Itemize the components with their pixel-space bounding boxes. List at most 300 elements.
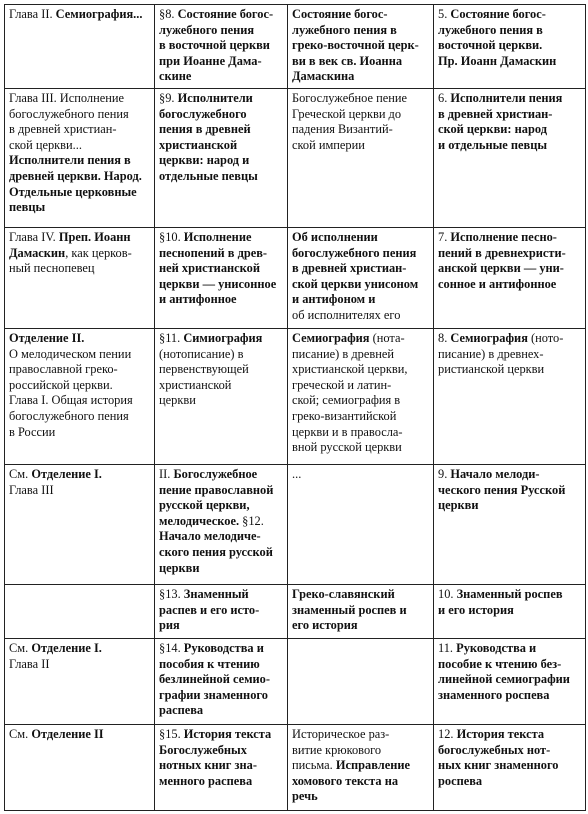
bold-text-run: лужебного пения в bbox=[438, 22, 543, 37]
table-cell-new-paragraph-col bbox=[155, 228, 288, 329]
text-run: Богослужебное пение bbox=[292, 91, 407, 105]
cell-line bbox=[292, 393, 429, 409]
table-cell-new-paragraph-col bbox=[155, 329, 288, 465]
table-cell-old-edition-col bbox=[5, 228, 155, 329]
cell-line bbox=[438, 688, 581, 704]
text-run: христианской bbox=[159, 377, 232, 392]
text-run: первенствующей bbox=[159, 362, 249, 377]
cell-line bbox=[292, 308, 429, 324]
cell-line bbox=[159, 393, 283, 409]
cell-line bbox=[292, 362, 429, 378]
cell-line bbox=[159, 727, 283, 743]
text-run: писание) в древней bbox=[292, 346, 394, 361]
bold-text-run: богослужебного пения bbox=[292, 245, 417, 260]
bold-text-run: роспева bbox=[438, 773, 483, 788]
bold-text-run: христианской bbox=[159, 137, 238, 152]
bold-text-run: богослужебных нот- bbox=[438, 742, 551, 757]
cell-line bbox=[9, 91, 150, 107]
bold-text-run: песнопений в древ- bbox=[159, 245, 268, 260]
cell-line bbox=[292, 587, 429, 603]
cell-line bbox=[159, 672, 283, 688]
bold-text-run: церкви bbox=[438, 498, 479, 513]
text-run: 9. bbox=[438, 467, 451, 481]
cell-line bbox=[159, 292, 283, 308]
table-cell-old-edition-col bbox=[5, 725, 155, 811]
cell-line bbox=[159, 261, 283, 277]
bold-text-run: Руководства и bbox=[183, 641, 264, 655]
bold-text-run: в древней христиан- bbox=[292, 261, 407, 276]
cell-line bbox=[159, 122, 283, 138]
cell-line bbox=[438, 107, 581, 123]
text-run: греко-византийской bbox=[292, 408, 397, 423]
bold-text-run: линейной семиографии bbox=[438, 672, 570, 687]
text-run: 12. bbox=[438, 727, 457, 741]
bold-text-run: распева bbox=[159, 703, 204, 718]
bold-text-run: Отделение II. bbox=[9, 331, 85, 345]
bold-text-run: анской церкви — уни- bbox=[438, 261, 564, 276]
bold-text-run: Состояние богос- bbox=[292, 7, 388, 21]
bold-text-run: Исполнение bbox=[183, 230, 252, 244]
text-run: (нотописание) в bbox=[159, 346, 244, 361]
bold-text-run: лужебного пения bbox=[159, 22, 255, 37]
cell-line bbox=[159, 529, 283, 545]
bold-text-run: Исполнители пения bbox=[450, 91, 563, 105]
cell-line bbox=[292, 54, 429, 70]
text-run: 6. bbox=[438, 91, 451, 105]
table-cell-final-col bbox=[434, 725, 586, 811]
table-cell-comparison-col bbox=[288, 465, 434, 585]
cell-line bbox=[9, 7, 150, 23]
cell-line bbox=[159, 38, 283, 54]
cell-line bbox=[9, 200, 150, 216]
table-cell-comparison-col bbox=[288, 89, 434, 228]
text-run: 5. bbox=[438, 7, 451, 21]
cell-line bbox=[9, 169, 150, 185]
bold-text-run: сонное и антифонное bbox=[438, 276, 557, 291]
cell-line bbox=[438, 727, 581, 743]
table-row bbox=[5, 725, 586, 811]
cell-line bbox=[159, 69, 283, 85]
text-run: греческой и латин- bbox=[292, 377, 392, 392]
text-run: §12. bbox=[242, 513, 264, 528]
bold-text-run: мелодическое. bbox=[159, 513, 243, 528]
text-run: вной русской церкви bbox=[292, 440, 402, 455]
cell-line bbox=[438, 498, 581, 514]
bold-text-run: при Иоанне Дама- bbox=[159, 53, 262, 68]
cell-line bbox=[438, 347, 581, 363]
cell-line bbox=[438, 587, 581, 603]
cell-line bbox=[9, 641, 150, 657]
text-run: Историческое раз- bbox=[292, 727, 390, 741]
cell-line bbox=[292, 425, 429, 441]
bold-text-run: церкви: народ и bbox=[159, 153, 250, 168]
cell-line bbox=[292, 246, 429, 262]
cell-line bbox=[9, 378, 150, 394]
text-run: об исполнителях его bbox=[292, 307, 401, 322]
comparison-table bbox=[4, 4, 586, 811]
text-run: 11. bbox=[438, 641, 457, 655]
cell-line bbox=[159, 758, 283, 774]
bold-text-run: церкви — унисонное bbox=[159, 276, 277, 291]
cell-line bbox=[159, 7, 283, 23]
cell-line bbox=[438, 138, 581, 154]
text-run: (нота- bbox=[372, 331, 405, 345]
text-run: §9. bbox=[159, 91, 178, 105]
cell-line bbox=[9, 261, 150, 277]
bold-text-run: Отдельные церковные bbox=[9, 184, 137, 199]
text-run: церкви и в правосла- bbox=[292, 424, 403, 439]
bold-text-run: пособие к чтению без- bbox=[438, 656, 562, 671]
cell-line bbox=[159, 230, 283, 246]
table-cell-comparison-col bbox=[288, 725, 434, 811]
cell-line bbox=[292, 440, 429, 456]
bold-text-run: Исполнение песно- bbox=[450, 230, 557, 244]
table-cell-new-paragraph-col bbox=[155, 465, 288, 585]
table-row bbox=[5, 5, 586, 89]
bold-text-run: Пр. Иоанн Дамаскин bbox=[438, 53, 557, 68]
text-run: писание) в древнех- bbox=[438, 346, 544, 361]
cell-line bbox=[438, 362, 581, 378]
cell-line bbox=[292, 261, 429, 277]
bold-text-run: церкви bbox=[159, 560, 200, 575]
bold-text-run: в древней христиан- bbox=[438, 106, 553, 121]
cell-line bbox=[438, 641, 581, 657]
cell-line bbox=[159, 331, 283, 347]
cell-line bbox=[9, 246, 150, 262]
text-run: христианской церкви, bbox=[292, 362, 408, 377]
cell-line bbox=[292, 107, 429, 123]
table-cell-old-edition-col bbox=[5, 585, 155, 639]
cell-line bbox=[9, 331, 150, 347]
bold-text-run: ней христианской bbox=[159, 261, 260, 276]
cell-line bbox=[159, 23, 283, 39]
cell-line bbox=[438, 38, 581, 54]
table-cell-new-paragraph-col bbox=[155, 585, 288, 639]
cell-line bbox=[159, 618, 283, 634]
bold-text-run: пособия к чтению bbox=[159, 656, 260, 671]
bold-text-run: Семиография bbox=[292, 331, 373, 345]
cell-line bbox=[292, 743, 429, 759]
cell-line bbox=[438, 246, 581, 262]
bold-text-run: ческого пения Русской bbox=[438, 482, 566, 497]
bold-text-run: графии знаменного bbox=[159, 687, 268, 702]
bold-text-run: Отделение I. bbox=[31, 467, 102, 481]
bold-text-run: Состояние богос- bbox=[450, 7, 546, 21]
cell-line bbox=[159, 514, 283, 530]
cell-line bbox=[9, 393, 150, 409]
text-run: §8. bbox=[159, 7, 178, 21]
bold-text-run: Семиография... bbox=[55, 7, 143, 21]
table-cell-old-edition-col bbox=[5, 465, 155, 585]
cell-line bbox=[159, 688, 283, 704]
table-cell-new-paragraph-col bbox=[155, 5, 288, 89]
text-run: §13. bbox=[159, 587, 184, 601]
cell-line bbox=[438, 91, 581, 107]
bold-text-run: речь bbox=[292, 789, 318, 804]
text-run: православной греко- bbox=[9, 362, 118, 377]
bold-text-run: Руководства и bbox=[456, 641, 537, 655]
text-run: богослужебного пения bbox=[9, 106, 129, 121]
cell-line bbox=[159, 153, 283, 169]
table-cell-final-col bbox=[434, 5, 586, 89]
text-run: О мелодическом пении bbox=[9, 346, 132, 361]
bold-text-run: Отделение II bbox=[31, 727, 104, 741]
cell-line bbox=[159, 91, 283, 107]
cell-line bbox=[159, 246, 283, 262]
bold-text-run: и антифонное bbox=[159, 292, 237, 307]
cell-line bbox=[159, 138, 283, 154]
bold-text-run: лужебного пения в bbox=[292, 22, 397, 37]
table-cell-final-col bbox=[434, 228, 586, 329]
cell-line bbox=[438, 7, 581, 23]
bold-text-run: ской церкви унисоном bbox=[292, 276, 419, 291]
bold-text-run: История текста bbox=[183, 727, 272, 741]
text-run: в России bbox=[9, 424, 56, 439]
bold-text-run: пение православной bbox=[159, 482, 274, 497]
cell-line bbox=[159, 467, 283, 483]
bold-text-run: его история bbox=[292, 618, 358, 633]
bold-text-run: греко-восточной церк- bbox=[292, 38, 419, 53]
cell-line bbox=[292, 7, 429, 23]
bold-text-run: ского пения русской bbox=[159, 544, 273, 559]
cell-line bbox=[159, 703, 283, 719]
text-run: §11. bbox=[159, 331, 184, 345]
bold-text-run: ви в век св. Иоанна bbox=[292, 53, 403, 68]
text-run: Глава I. Общая история bbox=[9, 393, 133, 408]
table-cell-comparison-col bbox=[288, 329, 434, 465]
bold-text-run: рия bbox=[159, 618, 180, 633]
cell-line bbox=[292, 727, 429, 743]
cell-line bbox=[9, 483, 150, 499]
bold-text-run: Знаменный роспев bbox=[456, 587, 563, 601]
cell-line bbox=[9, 347, 150, 363]
bold-text-run: Отделение I. bbox=[31, 641, 102, 655]
cell-line bbox=[438, 331, 581, 347]
table-cell-final-col bbox=[434, 329, 586, 465]
table-row bbox=[5, 585, 586, 639]
table-row bbox=[5, 639, 586, 725]
cell-line bbox=[438, 277, 581, 293]
bold-text-run: ской церкви: народ bbox=[438, 122, 547, 137]
cell-line bbox=[292, 91, 429, 107]
cell-line bbox=[292, 774, 429, 790]
text-run: 8. bbox=[438, 331, 451, 345]
cell-line bbox=[159, 107, 283, 123]
cell-line bbox=[159, 657, 283, 673]
cell-line bbox=[438, 483, 581, 499]
cell-line bbox=[438, 657, 581, 673]
text-run: См. bbox=[9, 467, 32, 481]
text-run: ристианской церкви bbox=[438, 362, 545, 377]
bold-text-run: Исполнители пения в bbox=[9, 153, 131, 168]
table-cell-new-paragraph-col bbox=[155, 89, 288, 228]
cell-line bbox=[438, 467, 581, 483]
text-run: , как церков- bbox=[65, 245, 132, 260]
cell-line bbox=[292, 69, 429, 85]
text-run: витие крюкового bbox=[292, 742, 382, 757]
text-run: Глава III bbox=[9, 482, 54, 497]
text-run: §14. bbox=[159, 641, 184, 655]
cell-line bbox=[159, 362, 283, 378]
bold-text-run: Богослужебных bbox=[159, 742, 247, 757]
cell-line bbox=[9, 467, 150, 483]
text-run: Глава IV. bbox=[9, 230, 59, 244]
bold-text-run: Богослужебное bbox=[173, 467, 258, 481]
cell-line bbox=[9, 153, 150, 169]
bold-text-run: и антифоном и bbox=[292, 292, 376, 307]
cell-line bbox=[159, 545, 283, 561]
cell-line bbox=[159, 378, 283, 394]
cell-line bbox=[292, 331, 429, 347]
text-run: II. bbox=[159, 467, 174, 481]
cell-line bbox=[159, 774, 283, 790]
bold-text-run: и его история bbox=[438, 602, 514, 617]
table-cell-new-paragraph-col bbox=[155, 639, 288, 725]
text-run: в древней христиан- bbox=[9, 122, 117, 137]
text-run: российской церкви. bbox=[9, 377, 113, 392]
text-run: §15. bbox=[159, 727, 184, 741]
text-run: 7. bbox=[438, 230, 451, 244]
bold-text-run: скине bbox=[159, 69, 192, 84]
text-run: ской империи bbox=[292, 137, 365, 152]
bold-text-run: в восточной церкви bbox=[159, 38, 270, 53]
cell-line bbox=[159, 483, 283, 499]
table-cell-comparison-col bbox=[288, 585, 434, 639]
bold-text-run: Семиография bbox=[450, 331, 531, 345]
cell-line bbox=[292, 378, 429, 394]
text-run: ный песнопевец bbox=[9, 261, 95, 276]
cell-line bbox=[9, 107, 150, 123]
cell-line bbox=[159, 603, 283, 619]
table-row bbox=[5, 329, 586, 465]
bold-text-run: хомового текста на bbox=[292, 773, 399, 788]
table-cell-final-col bbox=[434, 585, 586, 639]
cell-line bbox=[292, 603, 429, 619]
bold-text-run: нотных книг зна- bbox=[159, 758, 257, 773]
cell-line bbox=[9, 122, 150, 138]
text-run: Греческой церкви до bbox=[292, 106, 402, 121]
cell-line bbox=[159, 561, 283, 577]
bold-text-run: распев и его исто- bbox=[159, 602, 260, 617]
cell-line bbox=[292, 138, 429, 154]
cell-line bbox=[438, 261, 581, 277]
bold-text-run: знаменный роспев и bbox=[292, 602, 407, 617]
cell-line bbox=[159, 54, 283, 70]
bold-text-run: менного распева bbox=[159, 773, 253, 788]
table-cell-final-col bbox=[434, 89, 586, 228]
cell-line bbox=[159, 743, 283, 759]
text-run: ... bbox=[292, 467, 302, 481]
text-run: богослужебного пения bbox=[9, 408, 129, 423]
bold-text-run: пений в древнехристи- bbox=[438, 245, 566, 260]
bold-text-run: отдельные певцы bbox=[159, 168, 258, 183]
cell-line bbox=[292, 230, 429, 246]
bold-text-run: Знаменный bbox=[183, 587, 249, 601]
cell-line bbox=[292, 347, 429, 363]
cell-line bbox=[9, 657, 150, 673]
cell-line bbox=[292, 789, 429, 805]
cell-line bbox=[292, 292, 429, 308]
bold-text-run: ных книг знаменного bbox=[438, 758, 559, 773]
bold-text-run: знаменного роспева bbox=[438, 687, 550, 702]
cell-line bbox=[9, 138, 150, 154]
text-run: Глава II. bbox=[9, 7, 56, 21]
cell-line bbox=[159, 347, 283, 363]
cell-line bbox=[9, 425, 150, 441]
bold-text-run: Исправление bbox=[335, 758, 410, 773]
bold-text-run: певцы bbox=[9, 200, 46, 215]
bold-text-run: и отдельные певцы bbox=[438, 137, 548, 152]
bold-text-run: Греко-славянский bbox=[292, 587, 395, 601]
text-run: ской церкви... bbox=[9, 137, 82, 152]
cell-line bbox=[292, 122, 429, 138]
bold-text-run: восточной церкви. bbox=[438, 38, 543, 53]
text-run: См. bbox=[9, 641, 32, 655]
bold-text-run: История текста bbox=[456, 727, 545, 741]
table-cell-comparison-col bbox=[288, 228, 434, 329]
cell-line bbox=[159, 169, 283, 185]
cell-line bbox=[292, 467, 429, 483]
cell-line bbox=[438, 672, 581, 688]
bold-text-run: русской церкви, bbox=[159, 498, 250, 513]
bold-text-run: Об исполнении bbox=[292, 230, 378, 244]
cell-line bbox=[159, 641, 283, 657]
cell-line bbox=[292, 23, 429, 39]
text-run: письма. bbox=[292, 758, 336, 773]
bold-text-run: древней церкви. Народ. bbox=[9, 168, 142, 183]
bold-text-run: Дамаскина bbox=[292, 69, 355, 84]
bold-text-run: пения в древней bbox=[159, 122, 251, 137]
cell-line bbox=[438, 758, 581, 774]
table-cell-old-edition-col bbox=[5, 329, 155, 465]
cell-line bbox=[9, 362, 150, 378]
cell-line bbox=[292, 758, 429, 774]
text-run: ской; семиография в bbox=[292, 393, 401, 408]
cell-line bbox=[438, 54, 581, 70]
cell-line bbox=[9, 409, 150, 425]
bold-text-run: Состояние богос- bbox=[177, 7, 274, 21]
table-row bbox=[5, 465, 586, 585]
cell-line bbox=[438, 122, 581, 138]
table-cell-final-col bbox=[434, 639, 586, 725]
bold-text-run: Дамаскин bbox=[9, 245, 66, 260]
text-run: (ното- bbox=[531, 331, 564, 345]
cell-line bbox=[438, 603, 581, 619]
table-row bbox=[5, 89, 586, 228]
cell-line bbox=[438, 23, 581, 39]
cell-line bbox=[159, 277, 283, 293]
text-run: §10. bbox=[159, 230, 184, 244]
table-cell-comparison-col bbox=[288, 5, 434, 89]
text-run: 10. bbox=[438, 587, 457, 601]
cell-line bbox=[9, 230, 150, 246]
bold-text-run: безлинейной семио- bbox=[159, 672, 271, 687]
bold-text-run: Симиография bbox=[183, 331, 263, 345]
table-row bbox=[5, 228, 586, 329]
text-run: церкви bbox=[159, 393, 196, 408]
cell-line bbox=[159, 587, 283, 603]
text-run: падения Византий- bbox=[292, 122, 393, 137]
table-cell-new-paragraph-col bbox=[155, 725, 288, 811]
cell-line bbox=[159, 498, 283, 514]
bold-text-run: Начало мелоди- bbox=[450, 467, 540, 481]
bold-text-run: Исполнители bbox=[177, 91, 253, 105]
bold-text-run: Преп. Иоанн bbox=[58, 230, 131, 244]
table-cell-old-edition-col bbox=[5, 639, 155, 725]
cell-line bbox=[292, 618, 429, 634]
cell-line bbox=[9, 185, 150, 201]
cell-line bbox=[438, 743, 581, 759]
